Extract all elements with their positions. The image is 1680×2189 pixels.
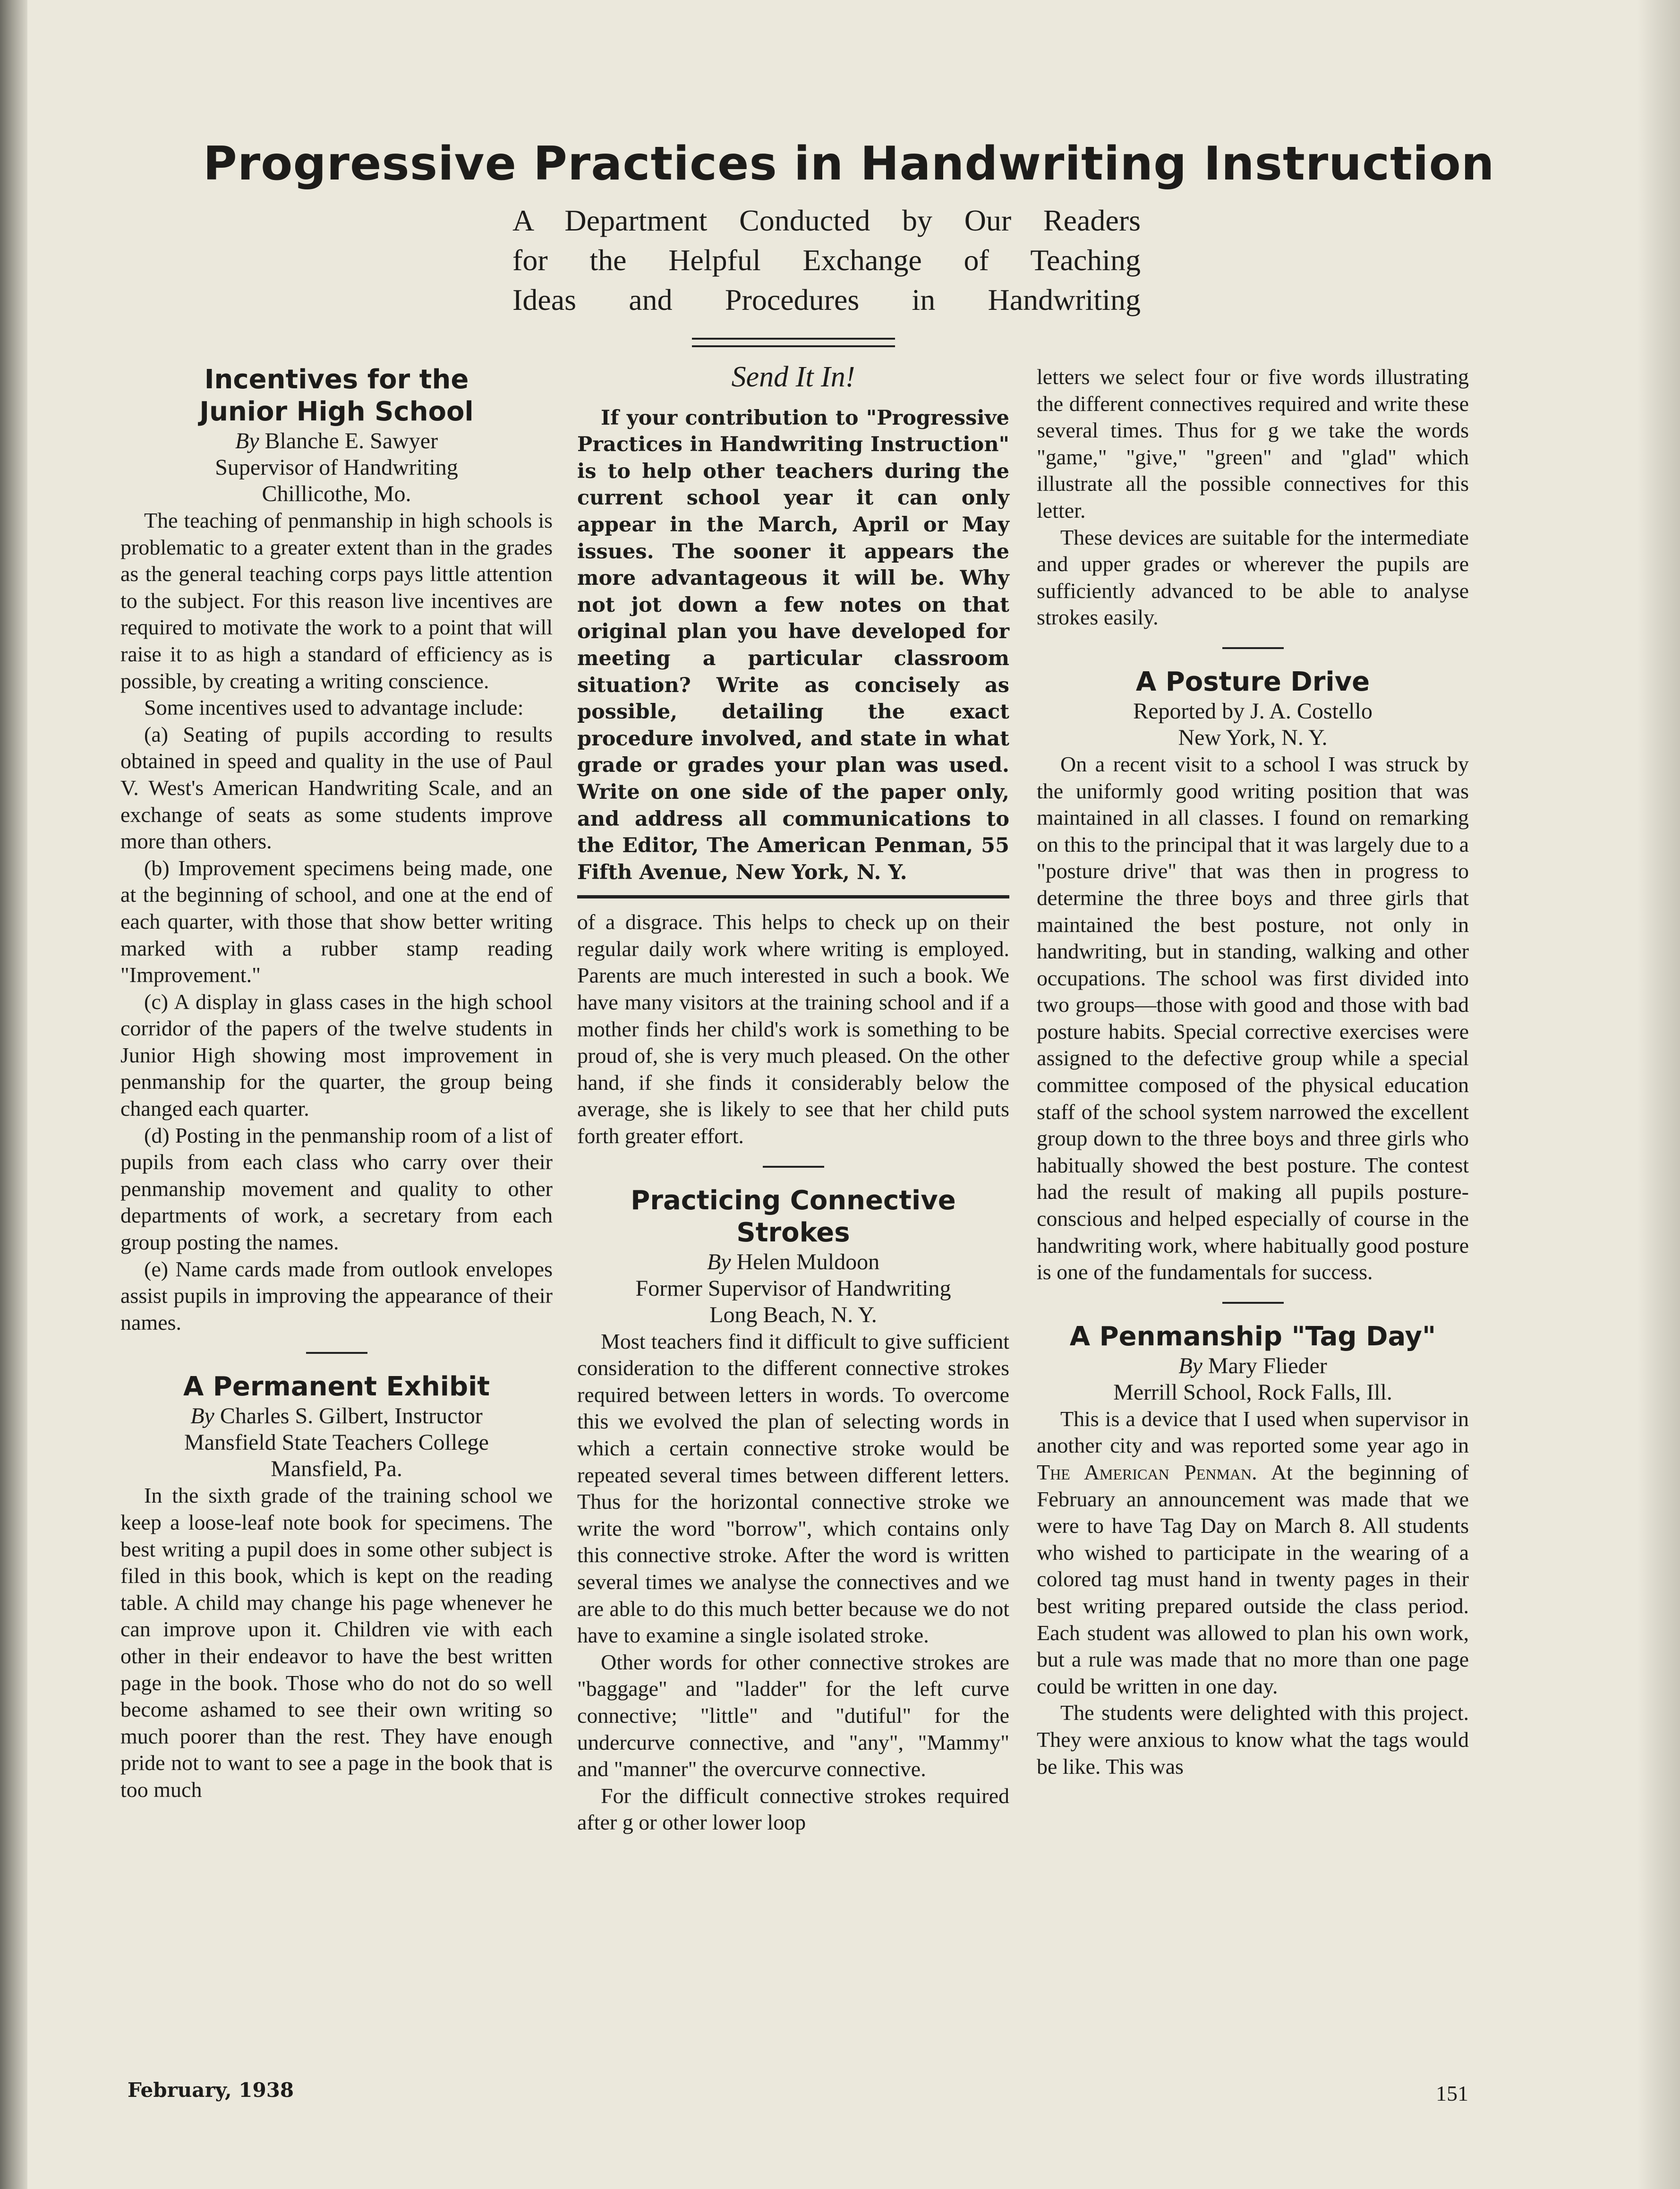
paragraph: (a) Seating of pupils according to results obtained in speed and quality in the use of Paul V. West's American Handwriting Scale, and an exchange of seats as some students improve more than others.: [120, 722, 553, 854]
paragraph: (e) Name cards made from outlook envelopes assist pupils in improving the appearance of their names.: [120, 1257, 553, 1334]
subtitle-line: Ideas and Procedures in Handwriting: [512, 283, 1141, 316]
title-divider: [692, 338, 895, 347]
sendit-rule: [577, 895, 1009, 898]
paragraph: For the difficult connective strokes required after g or other lower loop: [577, 1783, 1009, 1835]
page-edge-left: [0, 0, 27, 2189]
author-name: Helen Muldoon: [736, 1249, 880, 1274]
article-heading: [120, 364, 553, 428]
paragraph: These devices are suitable for the intermediate and upper grades or wherever the pupils are sufficiently advanced to be able to analyse strokes easily.: [1037, 525, 1469, 630]
paragraph: The teaching of penmanship in high schools is problematic to a greater extent than in the grades as the general teaching corps pays little attention to the subject. For this reason live incentives are required to motivate the work to a point that will raise it to as high a standard of efficiency as is possible, by creating a writing conscience.: [120, 508, 553, 693]
heading-line: Junior High School: [199, 396, 474, 427]
article-heading: A Penmanship "Tag Day": [1069, 1321, 1436, 1352]
article-heading: [577, 1185, 1009, 1249]
article-heading: A Permanent Exhibit: [183, 1371, 490, 1402]
column-middle: [577, 361, 1009, 1836]
paragraph-continued: of a disgrace. This helps to check up on their regular daily work where writing is employed. Parents are much interested in such a book. We have many visitors at the training school and if a mother finds her child's work is something to be proud of, she is very much pleased. On the other hand, if she finds it considerably below the average, she is likely to see that her child puts forth greater effort.: [577, 910, 1009, 1148]
author-role: Mansfield State Teachers College: [184, 1430, 489, 1455]
byline-by: By: [190, 1403, 214, 1429]
reported-by: Reported by J. A. Costello: [1133, 698, 1373, 724]
paragraph: (d) Posting in the penmanship room of a list of pupils from each class who carry over their penmanship movement and quality to other departments of work, a secretary from each group posting the names.: [120, 1123, 553, 1255]
paragraph: Some incentives used to advantage include:: [144, 695, 524, 720]
author-place: Long Beach, N. Y.: [709, 1302, 877, 1327]
paragraph: [1037, 1406, 1469, 1700]
paragraph-continued: letters we select four or five words illustrating the different connectives required and write these several times. Thus for g we take the words "game," "give," "green" and "glad" which illustrate all the possible connectives for this letter.: [1037, 365, 1469, 522]
paragraph: In the sixth grade of the training school we keep a loose-leaf note book for specimens. The best writing a pupil does in some other subject is filed in this book, which is kept on the reading table. A child may change his page whenever he can improve upon it. Children vie with each other in their endeavor to have the best written page in the book. Those who do not do so well become ashamed to see their own writing so much poorer than the rest. They have enough pride not to want to see a page in the book that is too much: [120, 1483, 553, 1802]
publication-name: The American Penman: [1037, 1460, 1252, 1484]
sendit-text: If your contribution to "Progressive Practices in Handwriting Instruction" is to help other teachers during the current school year it can only appear in the March, April or May issues. The sooner it appears the more advantageous it will be. Why not jot down a few notes on that original plan you have developed for meeting a particular classroom situation? Write as concisely as possible, detailing the exact procedure involved, and state in what grade or grades your plan was used. Write on one side of the paper only, and address all communications to the Editor, The American Penman, 55 Fifth Avenue, New York, N. Y.: [577, 406, 1009, 884]
section-divider: [763, 1166, 824, 1168]
author-name: Mary Flieder: [1208, 1353, 1327, 1378]
page-subtitle: [512, 201, 1141, 320]
paragraph: (b) Improvement specimens being made, one at the beginning of school, and one at the end of each quarter, with those that show better writing marked with a rubber stamp reading "Improvement.": [120, 855, 553, 987]
paragraph: Most teachers find it difficult to give sufficient consideration to the different connective strokes required between letters in words. To overcome this we evolved the plan of selecting words in which a certain connective stroke would be repeated several times between different letters. Thus for the horizontal connective stroke we write the word "borrow", which contains only this connective stroke. After the word is written several times we analyse the connectives and we are able to do this much better because we do not have to examine a single isolated stroke.: [577, 1329, 1009, 1648]
byline-by: By: [707, 1249, 731, 1274]
author-place: Chillicothe, Mo.: [262, 481, 411, 506]
sendit-box: [577, 405, 1009, 886]
byline-by: By: [1178, 1353, 1202, 1378]
heading-line: Strokes: [736, 1217, 850, 1248]
paragraph: Other words for other connective strokes are "baggage" and "ladder" for the left curve connective; "little" and "dutiful" for the undercurve connective, and "any", "Mammy" and "manner" the overcurve connective.: [577, 1650, 1009, 1781]
heading-line: Incentives for the: [204, 364, 469, 395]
issue-date: February, 1938: [128, 2078, 294, 2102]
text-run: . At the beginning of February an announcement was made that we were to have Tag Day on March 8. All students who wished to participate in the wearing of a colored tag must hand in twenty pages in their best writing prepared outside the class period. Each student was allowed to plan his own work, but a rule was made that no more than one page could be written in one day.: [1037, 1460, 1469, 1698]
paragraph: On a recent visit to a school I was struck by the uniformly good writing position that was maintained in all classes. I found on remarking on this to the principal that it was largely due to a "posture drive" that was then in progress to determine the three boys and three girls that maintained the best posture, not only in handwriting, but in standing, walking and other occupations. The school was first divided into two groups—those with good and those with bad posture habits. Special corrective exercises were assigned to the defective group while a special committee composed of the physical education staff of the school system narrowed the excellent group down to the three boys and three girls who habitually showed the best posture. The contest had the result of making all pupils posture-conscious and helped especially of course in the handwriting work, where habitually good posture is one of the fundamentals for success.: [1037, 752, 1469, 1284]
author-role: Former Supervisor of Handwriting: [635, 1275, 951, 1301]
byline: [1037, 1353, 1469, 1379]
subtitle-line: for the Helpful Exchange of Teaching: [512, 243, 1141, 277]
page-edge-right: [1637, 0, 1680, 2189]
section-divider: [306, 1352, 367, 1354]
column-left: [120, 364, 553, 1804]
byline-by: By: [235, 428, 259, 453]
section-divider: [1222, 647, 1284, 649]
byline: [120, 1403, 553, 1429]
paragraph: (c) A display in glass cases in the high school corridor of the papers of the twelve students in Junior High showing most improvement in penmanship for the quarter, the group being changed each quarter.: [120, 989, 553, 1121]
byline: [577, 1249, 1009, 1275]
author-name: Charles S. Gilbert, Instructor: [220, 1403, 483, 1429]
text-run: This is a device that I used when supervisor in another city and was reported some year ago in: [1037, 1406, 1469, 1458]
byline: [120, 428, 553, 454]
author-place: Mansfield, Pa.: [271, 1456, 402, 1482]
heading-line: Practicing Connective: [631, 1185, 956, 1216]
author-role: Supervisor of Handwriting: [215, 455, 458, 480]
page-title: Progressive Practices in Handwriting Instruction: [203, 137, 1495, 191]
paragraph: The students were delighted with this project. They were anxious to know what the tags would be like. This was: [1037, 1701, 1469, 1779]
column-right: [1037, 364, 1469, 1780]
subtitle-line: A Department Conducted by Our Readers: [512, 204, 1141, 237]
article-heading: A Posture Drive: [1135, 666, 1370, 697]
page-number: 151: [1436, 2081, 1468, 2105]
author-name: Blanche E. Sawyer: [264, 428, 438, 453]
author-place: Merrill School, Rock Falls, Ill.: [1113, 1379, 1392, 1405]
sendit-heading: Send It In!: [731, 361, 855, 393]
section-divider: [1222, 1302, 1284, 1304]
author-place: New York, N. Y.: [1178, 725, 1328, 750]
